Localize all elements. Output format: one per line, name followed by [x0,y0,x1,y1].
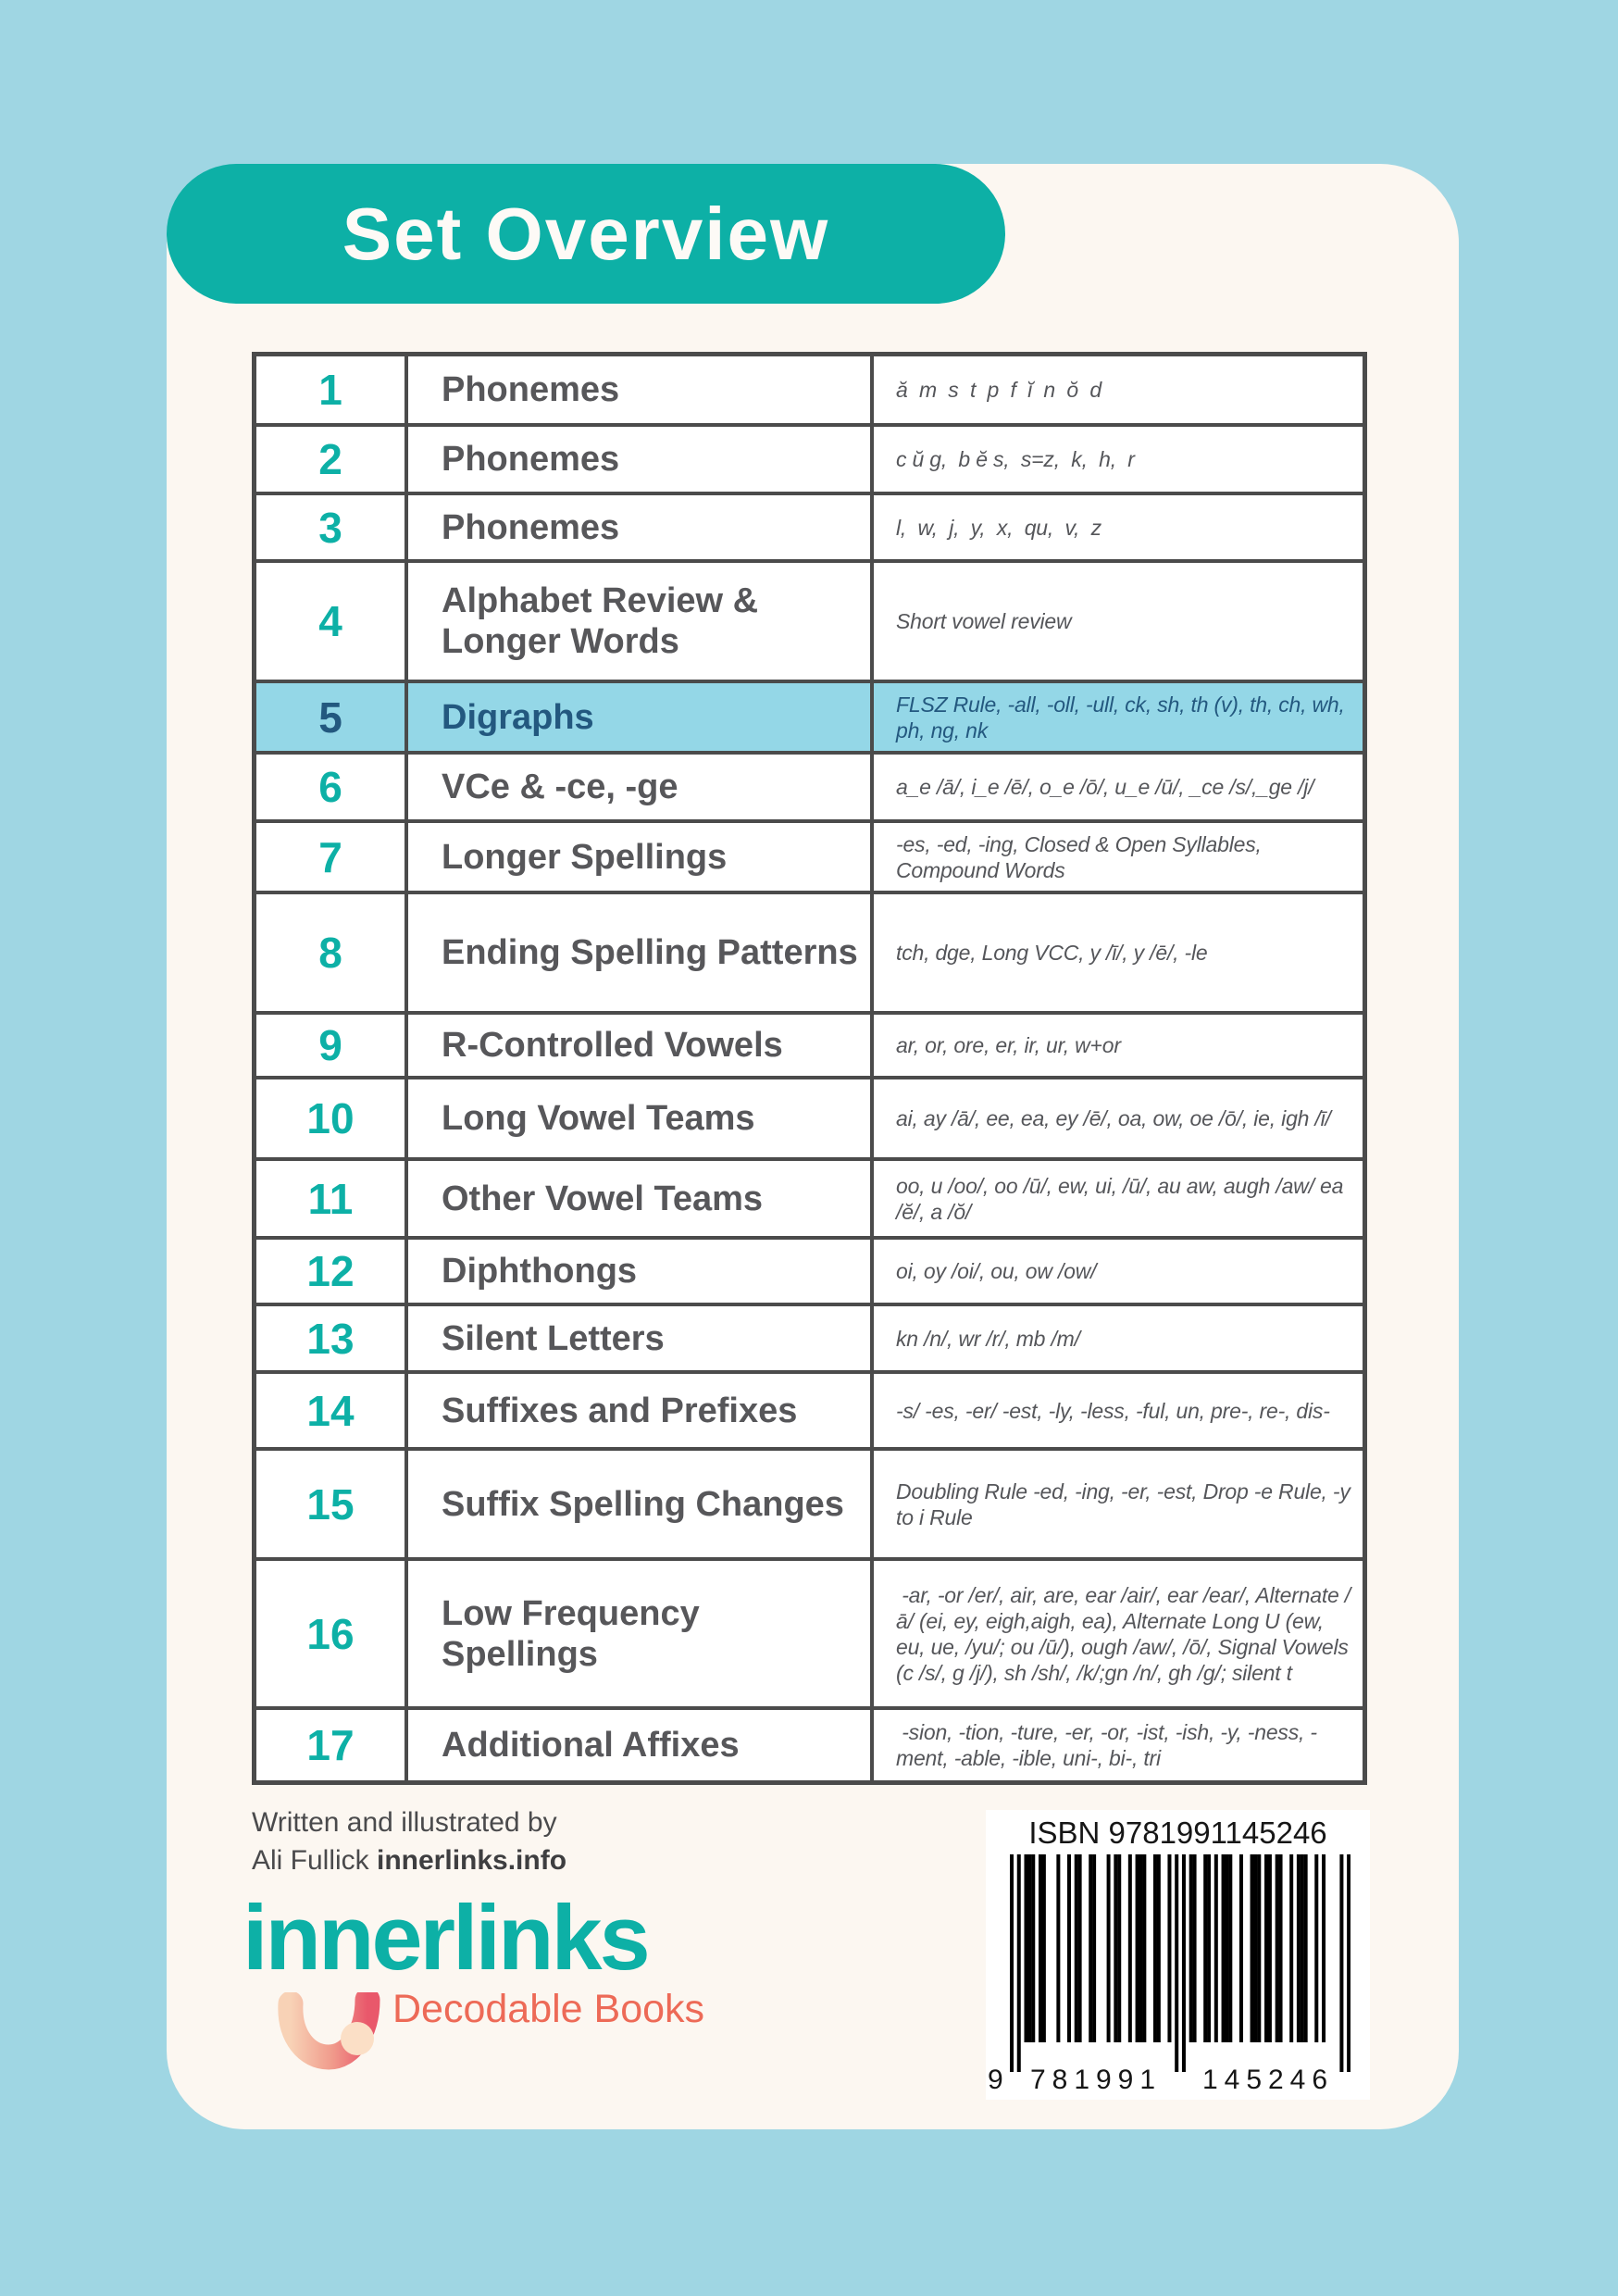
table-row-7 [256,819,1363,891]
row-details: -sion, -tion, -ture, -er, -or, -ist, -ish, -y, -ness, -ment, -able, -ible, uni-, bi-, tri [896,1720,1317,1770]
credit-line2 [252,1841,566,1879]
row-number: 11 [256,1161,408,1236]
logo-subtitle: Decodable Books [392,1987,705,2031]
table-row-13 [256,1303,1363,1370]
author-name: Ali Fullick [252,1845,378,1876]
set-table [252,352,1367,1785]
row-number: 15 [256,1451,408,1557]
row-details: -ar, -or /er/, air, are, ear /air/, ear /ear/, Alternate /ā/ (ei, ey, eigh,aigh, ea), Alternate Long U (ew, eu, ue, /yu/; ou /ū/), ough /aw/, /ō/, Signal Vowels (c /s/, g /j/), sh /sh/, /k/;gn /n/, gh /g/; silent t [896,1582,1354,1685]
row-details: ar, or, ore, er, ir, ur, w+or [896,1033,1121,1057]
row-title: Phonemes [408,356,874,423]
row-number: 10 [256,1079,408,1157]
row-details: oi, oy /oi/, ou, ow /ow/ [896,1259,1097,1283]
row-number: 17 [256,1710,408,1780]
page-title: Set Overview [342,192,830,275]
row-title: Phonemes [408,427,874,492]
table-row-15 [256,1447,1363,1557]
barcode-digits-group1: 781991 [1029,2065,1163,2095]
row-title: VCe & -ce, -ge [408,755,874,819]
row-title: R-Controlled Vowels [408,1015,874,1076]
row-title: Long Vowel Teams [408,1079,874,1157]
barcode-digit-left: 9 [988,2065,1003,2095]
barcode-bars [1010,1854,1350,2072]
row-number: 1 [256,356,408,423]
row-details: c ŭ g, b ĕ s, s=z, k, h, r [896,447,1135,471]
row-details: ai, ay /ā/, ee, ea, ey /ē/, oa, ow, oe /ō/, ie, igh /ī/ [896,1106,1331,1130]
row-title: Digraphs [408,683,874,751]
title-banner [167,164,1005,304]
row-title: Longer Spellings [408,823,874,891]
table-row-11 [256,1157,1363,1236]
table-row-12 [256,1236,1363,1303]
table-row-14 [256,1370,1363,1447]
table-row-8 [256,891,1363,1011]
table-row-2 [256,423,1363,492]
smile-dot [341,2022,374,2055]
overview-table [252,352,1367,1785]
table-row-3 [256,492,1363,559]
row-number: 8 [256,894,408,1011]
row-title: Ending Spelling Patterns [408,894,874,1011]
table-row-1 [256,356,1363,423]
credit-block [252,1803,566,1879]
barcode-digits-group2: 145246 [1201,2065,1335,2095]
row-number: 4 [256,563,408,680]
table-row-9 [256,1011,1363,1076]
table-row-4 [256,559,1363,680]
row-details: FLSZ Rule, -all, -oll, -ull, ck, sh, th (v), th, ch, wh, ph, ng, nk [896,692,1350,742]
website: innerlinks.info [377,1845,567,1876]
row-number: 6 [256,755,408,819]
row-number: 13 [256,1306,408,1370]
row-details: -s/ -es, -er/ -est, -ly, -less, -ful, un, pre-, re-, dis- [896,1398,1330,1423]
row-number: 5 [256,683,408,751]
row-title: Silent Letters [408,1306,874,1370]
row-title: Phonemes [408,495,874,559]
row-title: Other Vowel Teams [408,1161,874,1236]
row-details: Doubling Rule -ed, -ing, -er, -est, Drop -e Rule, -y to i Rule [896,1479,1356,1529]
row-details: -es, -ed, -ing, Closed & Open Syllables, Compound Words [896,831,1267,882]
row-details: l, w, j, y, x, qu, v, z [896,515,1101,540]
table-row-6 [256,751,1363,819]
row-number: 14 [256,1374,408,1447]
row-number: 9 [256,1015,408,1076]
row-details: oo, u /oo/, oo /ū/, ew, ui, /ū/, au aw, augh /aw/ ea /ĕ/, a /ŏ/ [896,1173,1350,1224]
table-row-5 [256,680,1363,751]
table-row-16 [256,1557,1363,1706]
row-details: Short vowel review [896,609,1072,633]
smile-icon [276,1992,385,2072]
row-number: 3 [256,495,408,559]
row-title: Low Frequency Spellings [408,1561,874,1706]
row-title: Diphthongs [408,1240,874,1303]
credit-line1: Written and illustrated by [252,1807,557,1838]
row-details: tch, dge, Long VCC, y /ī/, y /ē/, -le [896,941,1208,965]
table-row-17 [256,1706,1363,1780]
row-details: kn /n/, wr /r/, mb /m/ [896,1326,1080,1351]
row-title: Additional Affixes [408,1710,874,1780]
row-number: 16 [256,1561,408,1706]
barcode-digits [986,2063,1370,2096]
row-details: ă m s t p f ĭ n ŏ d [896,378,1101,402]
row-details: a_e /ā/, i_e /ē/, o_e /ō/, u_e /ū/, _ce /s/,_ge /j/ [896,775,1314,799]
row-number: 12 [256,1240,408,1303]
table-row-10 [256,1076,1363,1157]
barcode [986,1810,1370,2100]
isbn-label: ISBN 9781991145246 [1028,1816,1327,1850]
row-title: Suffix Spelling Changes [408,1451,874,1557]
logo-wordmark: innerlinks [243,1886,648,1989]
row-number: 7 [256,823,408,891]
row-title: Suffixes and Prefixes [408,1374,874,1447]
row-number: 2 [256,427,408,492]
row-title: Alphabet Review & Longer Words [408,563,874,680]
